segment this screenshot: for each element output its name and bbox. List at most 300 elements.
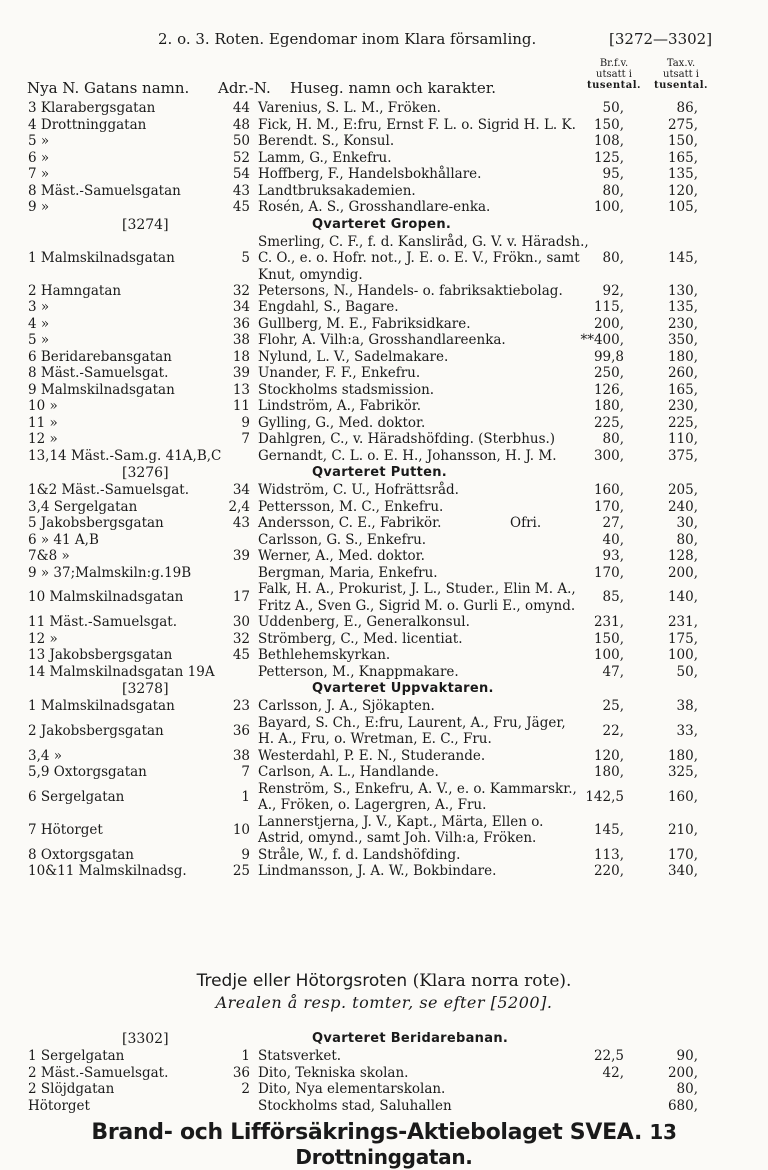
address-number: 30	[232, 614, 250, 630]
table-row	[0, 1081, 768, 1098]
tax-value: 325,	[667, 764, 698, 780]
owner-line: Nylund, L. V., Sadelmakare.	[258, 348, 449, 365]
street-name: 4 »	[28, 315, 50, 332]
owner-description	[258, 365, 420, 382]
page-title: 2. o. 3. Roten. Egendomar inom Klara församling.	[158, 30, 537, 48]
block-header	[0, 216, 768, 234]
owner-description	[258, 283, 563, 300]
street-name: 9 » 37;Malmskiln:g.19B	[28, 564, 192, 581]
owner-description	[258, 863, 496, 880]
table-row	[0, 183, 768, 200]
owner-description	[258, 1098, 452, 1115]
table-row	[0, 614, 768, 631]
table-row	[0, 814, 768, 847]
fire-insurance-value: 142,5	[585, 788, 624, 805]
table-row	[0, 863, 768, 880]
owner-line: Landtbruksakademien.	[258, 182, 416, 199]
fire-insurance-value: 220,	[593, 863, 624, 879]
fire-insurance-value: 95,	[602, 166, 624, 182]
tax-value: 135,	[667, 166, 698, 182]
street-name: 3 Klarabergsgatan	[28, 100, 156, 116]
table-row	[0, 565, 768, 582]
street-name: 4 Drottninggatan	[28, 116, 147, 133]
fire-insurance-value: 80,	[602, 249, 624, 266]
street-name: 3,4 »	[28, 747, 63, 764]
owner-line: Carlsson, J. A., Sjökapten.	[258, 698, 435, 714]
address-number: 52	[232, 149, 250, 166]
tax-value: 225,	[667, 414, 698, 431]
owner-line: Andersson, C. E., Fabrikör.	[258, 515, 442, 531]
street-name: 10 »	[28, 398, 58, 414]
owner-line: Gernandt, C. L. o. E. H., Johansson, H. J. M.	[258, 447, 557, 464]
table-row	[0, 532, 768, 549]
street-name: 6 Beridarebansgatan	[28, 348, 172, 365]
table-row	[0, 715, 768, 748]
table-row	[0, 764, 768, 781]
tax-value: 231,	[667, 614, 698, 630]
owner-description	[258, 1048, 341, 1065]
owner-description	[258, 117, 576, 134]
block-header	[0, 680, 768, 698]
tax-value: 165,	[667, 381, 698, 398]
owner-description	[258, 499, 443, 516]
footer-company: Brand- och Lifförsäkrings-Aktiebolaget SVEA.	[91, 1120, 643, 1145]
owner-line: Petersons, N., Handels- o. fabriksaktiebolag.	[258, 282, 563, 299]
street-name: 5 Jakobsbergsgatan	[28, 515, 164, 531]
fire-insurance-value: 150,	[593, 116, 624, 133]
owner-line: Gylling, G., Med. doktor.	[258, 414, 426, 431]
owner-line: Unander, F. F., Enkefru.	[258, 365, 421, 381]
section-title-main: Tredje eller Hötorgsroten	[196, 971, 408, 991]
street-name: 2 Jakobsbergsgatan	[28, 722, 164, 739]
tax-value: 200,	[667, 1064, 698, 1081]
owner-line: Smerling, C. F., f. d. Kansliråd, G. V. v. Häradsh.,	[258, 233, 589, 250]
owner-description	[258, 150, 392, 167]
table-row	[0, 482, 768, 499]
tax-value: 145,	[667, 249, 698, 266]
owner-line: Bethlehemskyrkan.	[258, 647, 391, 663]
fire-insurance-value: 150,	[593, 630, 624, 647]
fire-insurance-value: 145,	[593, 821, 624, 838]
owner-line: H. A., Fru, o. Wretman, E. C., Fru.	[258, 731, 492, 747]
fire-insurance-value: 231,	[593, 614, 624, 630]
street-name: 12 »	[28, 630, 58, 647]
address-number: 2	[241, 1081, 250, 1097]
table-row	[0, 1098, 768, 1115]
street-name: 3 »	[28, 299, 50, 315]
street-name: 14 Malmskilnadsgatan 19A	[28, 663, 215, 680]
owner-line: Bayard, S. Ch., E:fru, Laurent, A., Fru, Jäger,	[258, 714, 566, 731]
owner-description	[258, 548, 425, 565]
fire-insurance-value: 200,	[593, 315, 624, 332]
address-number: 36	[232, 722, 250, 739]
address-number: 13	[232, 381, 250, 398]
tax-value: 175,	[667, 630, 698, 647]
section-title	[0, 970, 768, 992]
street-name: 10 Malmskilnadsgatan	[28, 589, 184, 605]
owner-line: Dito, Tekniska skolan.	[258, 1064, 409, 1081]
owner-line: Strömberg, C., Med. licentiat.	[258, 630, 463, 647]
owner-line: A., Fröken, o. Lagergren, A., Fru.	[258, 797, 487, 813]
tax-value: 260,	[667, 365, 698, 381]
section-title-paren: (Klara norra rote).	[407, 971, 572, 991]
owner-description	[258, 664, 459, 681]
owner-description	[258, 781, 577, 814]
street-name: 8 Oxtorgsgatan	[28, 846, 134, 863]
owner-description	[258, 565, 438, 582]
address-number: 18	[232, 348, 250, 365]
table-row	[0, 415, 768, 432]
owner-description	[258, 448, 557, 465]
address-number: 2,4	[228, 498, 250, 515]
page-range-code: [3272—3302]	[609, 30, 713, 48]
fire-insurance-value: 99,8	[593, 348, 624, 365]
tax-value: 160,	[667, 788, 698, 805]
tax-value: 205,	[667, 482, 698, 498]
table-row	[0, 781, 768, 814]
fire-insurance-value: 120,	[593, 747, 624, 764]
tax-value: 275,	[667, 116, 698, 133]
owner-description	[258, 482, 459, 499]
address-number: 23	[232, 698, 250, 714]
address-number: 50	[232, 133, 250, 149]
table-row	[0, 664, 768, 681]
street-column-header: Nya N. Gatans namn.	[27, 79, 190, 97]
owner-description	[258, 299, 399, 316]
owner-line: Dahlgren, C., v. Häradshöfding. (Sterbhus.)	[258, 431, 556, 447]
street-name: 13 Jakobsbergsgatan	[28, 647, 173, 663]
street-name: 5 »	[28, 332, 50, 348]
block-name: Qvarteret Uppvaktaren.	[312, 681, 494, 696]
street-name: 8 Mäst.-Samuelsgat.	[28, 365, 169, 381]
fire-insurance-value: **400,	[580, 332, 624, 348]
address-number: 38	[232, 747, 250, 764]
tax-header-bottom: tusental.	[653, 80, 709, 91]
table-row	[0, 499, 768, 516]
owner-line: Carlsson, G. S., Enkefru.	[258, 531, 427, 548]
tax-value: 680,	[667, 1097, 698, 1114]
address-number: 32	[232, 630, 250, 647]
block-code: [3276]	[122, 465, 169, 481]
owner-line: C. O., e. o. Hofr. not., J. E. o. E. V., Frökn., samt	[258, 250, 580, 266]
street-name: 2 Hamngatan	[28, 282, 122, 299]
block-code: [3274]	[122, 216, 169, 233]
fire-insurance-value: 126,	[593, 381, 624, 398]
fire-insurance-value: 225,	[593, 414, 624, 431]
street-name: 11 Mäst.-Samuelsgat.	[28, 614, 177, 630]
street-name: 10&11 Malmskilnadsg.	[28, 863, 187, 879]
address-number: 9	[241, 414, 250, 431]
tax-value: 128,	[667, 548, 698, 564]
brf-header-mid: utsatt i	[596, 69, 632, 80]
fire-insurance-value: 160,	[593, 482, 624, 498]
address-number: 1	[241, 788, 250, 805]
table-row	[0, 117, 768, 134]
street-name: 2 Slöjdgatan	[28, 1081, 115, 1097]
tax-value: 135,	[667, 299, 698, 315]
block-code: [3302]	[122, 1031, 169, 1047]
street-name: 6 » 41 A,B	[28, 531, 99, 548]
owner-line: Knut, omyndig.	[258, 266, 363, 283]
table-row	[0, 283, 768, 300]
address-number: 5	[241, 249, 250, 266]
tax-value: 165,	[667, 149, 698, 166]
tax-value: 230,	[667, 398, 698, 414]
fire-insurance-value: 80,	[602, 182, 624, 199]
address-number: 7	[241, 431, 250, 447]
owner-line: Flohr, A. Vilh:a, Grosshandlareenka.	[258, 332, 506, 348]
street-name: 13,14 Mäst.-Sam.g. 41A,B,C	[28, 447, 222, 464]
owner-line: Engdahl, S., Bagare.	[258, 299, 399, 315]
table-row	[0, 133, 768, 150]
owner-line: Renström, S., Enkefru, A. V., e. o. Kammarskr.,	[258, 780, 577, 797]
table-row	[0, 647, 768, 664]
fire-insurance-value: 100,	[593, 647, 624, 663]
tax-value: 375,	[667, 447, 698, 464]
tax-value: 210,	[667, 821, 698, 838]
fire-insurance-value: 170,	[593, 564, 624, 581]
owner-description	[258, 847, 460, 864]
table-row	[0, 199, 768, 216]
owner-line: Gullberg, M. E., Fabriksidkare.	[258, 315, 471, 332]
owner-column-header: Huseg. namn och karakter.	[290, 79, 497, 97]
owner-description	[258, 133, 394, 150]
address-number: 32	[232, 282, 250, 299]
fire-insurance-value: 85,	[602, 589, 624, 605]
street-name: 5,9 Oxtorgsgatan	[28, 764, 147, 780]
address-number: 34	[232, 482, 250, 498]
table-row	[0, 1065, 768, 1082]
tax-value: 38,	[676, 698, 698, 714]
fire-insurance-value: 93,	[602, 548, 624, 564]
owner-line: Berendt. S., Konsul.	[258, 133, 395, 149]
fire-insurance-value: 80,	[602, 431, 624, 447]
tax-value: 50,	[676, 663, 698, 680]
owner-description	[258, 631, 463, 648]
street-name: 2 Mäst.-Samuelsgat.	[28, 1064, 169, 1081]
owner-line: Lamm, G., Enkefru.	[258, 149, 392, 166]
tax-value: 150,	[667, 133, 698, 149]
address-number: 9	[241, 846, 250, 863]
street-name: 7 »	[28, 166, 50, 182]
tax-value: 120,	[667, 182, 698, 199]
table-row	[0, 631, 768, 648]
owner-description	[258, 748, 485, 765]
table-row	[0, 748, 768, 765]
tax-header-top: Tax.v.	[666, 58, 696, 69]
tax-value: 33,	[676, 722, 698, 739]
address-number: 38	[232, 332, 250, 348]
owner-line: Widström, C. U., Hofrättsråd.	[258, 482, 459, 498]
address-number: 36	[232, 315, 250, 332]
table-row	[0, 100, 768, 117]
owner-line: Fick, H. M., E:fru, Ernst F. L. o. Sigrid H. L. K.	[258, 116, 576, 133]
address-number: 54	[232, 166, 250, 182]
owner-line: Lindmansson, J. A. W., Bokbindare.	[258, 863, 497, 879]
owner-description	[258, 764, 439, 781]
table-row	[0, 166, 768, 183]
fire-insurance-value: 180,	[593, 398, 624, 414]
owner-description	[258, 647, 390, 664]
fire-insurance-value: 250,	[593, 365, 624, 381]
fire-insurance-value: 25,	[602, 698, 624, 714]
street-name: 5 »	[28, 133, 50, 149]
address-number: 25	[232, 863, 250, 879]
table-row	[0, 581, 768, 614]
block-name: Qvarteret Beridarebanan.	[312, 1031, 509, 1046]
table-row	[0, 431, 768, 448]
owner-line: Stockholms stadsmission.	[258, 381, 435, 398]
address-number: 17	[232, 589, 250, 605]
tax-value: 80,	[676, 1081, 698, 1097]
fire-insurance-value: 108,	[593, 133, 624, 149]
table-row	[0, 847, 768, 864]
fire-insurance-value: 92,	[602, 282, 624, 299]
fire-insurance-value-header	[584, 58, 644, 91]
street-name: 11 »	[28, 414, 58, 431]
street-name: 1&2 Mäst.-Samuelsgat.	[28, 482, 189, 498]
street-name: 1 Malmskilnadsgatan	[28, 249, 175, 266]
tax-value: 180,	[667, 747, 698, 764]
fire-insurance-value: 100,	[593, 199, 624, 215]
street-name: 7 Hötorget	[28, 821, 103, 838]
tax-value: 105,	[667, 199, 698, 215]
street-name: 7&8 »	[28, 548, 70, 564]
table-row	[0, 349, 768, 366]
street-name: 1 Sergelgatan	[28, 1048, 125, 1064]
tax-value: 80,	[676, 531, 698, 548]
street-name: 12 »	[28, 431, 58, 447]
street-name: 9 »	[28, 199, 50, 215]
owner-description	[258, 382, 434, 399]
owner-line: Astrid, omynd., samt Joh. Vilh:a, Fröken.	[258, 830, 537, 846]
address-number: 39	[232, 365, 250, 381]
fire-insurance-value: 47,	[602, 663, 624, 680]
address-number: 45	[232, 199, 250, 215]
table-row	[0, 382, 768, 399]
owner-line: Lannerstjerna, J. V., Kapt., Märta, Ellen o.	[258, 813, 544, 830]
block-header	[0, 1030, 768, 1048]
block-name: Qvarteret Putten.	[312, 465, 448, 480]
address-number: 1	[241, 1048, 250, 1064]
status-note: Ofri.	[510, 515, 542, 531]
tax-value: 350,	[667, 332, 698, 348]
owner-description	[258, 166, 481, 183]
owner-description	[258, 814, 543, 847]
address-number: 11	[232, 398, 250, 414]
table-row	[0, 548, 768, 565]
fire-insurance-value: 300,	[593, 447, 624, 464]
owner-description	[258, 715, 566, 748]
owner-description	[258, 1065, 408, 1082]
owner-line: Dito, Nya elementarskolan.	[258, 1081, 446, 1097]
owner-line: Fritz A., Sven G., Sigrid M. o. Gurli E., omynd.	[258, 597, 576, 614]
street-name: 6 »	[28, 149, 50, 166]
owner-description	[258, 431, 555, 448]
address-number: 43	[232, 515, 250, 531]
table-row	[0, 316, 768, 333]
address-number: 43	[232, 182, 250, 199]
fire-insurance-value: 22,5	[593, 1048, 624, 1064]
address-number: 36	[232, 1064, 250, 1081]
column-headers	[0, 54, 768, 100]
fire-insurance-value: 180,	[593, 764, 624, 780]
owner-line: Petterson, M., Knappmakare.	[258, 663, 459, 680]
fire-insurance-value: 27,	[602, 515, 624, 531]
section-subtitle: Arealen å resp. tomter, se efter [5200].	[215, 993, 553, 1012]
table-row	[0, 150, 768, 167]
fire-insurance-value: 115,	[593, 299, 624, 315]
street-name: 3,4 Sergelgatan	[28, 498, 138, 515]
owner-description	[258, 316, 471, 333]
property-list	[0, 100, 768, 880]
owner-line: Rosén, A. S., Grosshandlare-enka.	[258, 199, 491, 215]
section-header	[0, 970, 768, 1014]
fire-insurance-value: 170,	[593, 498, 624, 515]
owner-line: Pettersson, M. C., Enkefru.	[258, 498, 444, 515]
owner-description	[258, 332, 506, 349]
owner-line: Stockholms stad, Saluhallen	[258, 1097, 452, 1114]
owner-description	[258, 581, 576, 614]
address-number: 10	[232, 821, 250, 838]
tax-value: 180,	[667, 348, 698, 365]
owner-description	[258, 415, 425, 432]
owner-description	[258, 199, 490, 216]
brf-header-bottom: tusental.	[586, 80, 642, 91]
table-row	[0, 299, 768, 316]
address-number: 34	[232, 299, 250, 315]
tax-value: 110,	[667, 431, 698, 447]
table-row	[0, 234, 768, 283]
fire-insurance-value: 22,	[602, 722, 624, 739]
tax-value: 340,	[667, 863, 698, 879]
table-row	[0, 698, 768, 715]
owner-description	[258, 100, 441, 117]
property-list-2	[0, 1030, 768, 1114]
address-number: 45	[232, 647, 250, 663]
fire-insurance-value: 125,	[593, 149, 624, 166]
address-number: 44	[232, 100, 250, 116]
owner-description	[258, 515, 441, 532]
owner-line: Carlson, A. L., Handlande.	[258, 764, 439, 780]
brf-header-top: Br.f.v.	[599, 58, 629, 69]
address-number: 39	[232, 548, 250, 564]
tax-value: 230,	[667, 315, 698, 332]
footer-address: 13 Drottninggatan.	[295, 1120, 677, 1169]
block-code: [3278]	[122, 681, 169, 697]
block-name: Qvarteret Gropen.	[312, 216, 452, 232]
tax-value: 170,	[667, 846, 698, 863]
tax-value: 100,	[667, 647, 698, 663]
owner-line: Bergman, Maria, Enkefru.	[258, 564, 438, 581]
street-name: 1 Malmskilnadsgatan	[28, 698, 175, 714]
owner-line: Westerdahl, P. E. N., Studerande.	[258, 747, 486, 764]
owner-description	[258, 349, 448, 366]
tax-value: 86,	[676, 100, 698, 116]
tax-value: 130,	[667, 282, 698, 299]
table-row	[0, 365, 768, 382]
tax-header-mid: utsatt i	[663, 69, 699, 80]
tax-value: 200,	[667, 564, 698, 581]
tax-value: 140,	[667, 589, 698, 605]
owner-line: Uddenberg, E., Generalkonsul.	[258, 614, 470, 630]
tax-value: 240,	[667, 498, 698, 515]
owner-description	[258, 1081, 445, 1098]
owner-line: Werner, A., Med. doktor.	[258, 548, 425, 564]
street-name: 6 Sergelgatan	[28, 788, 125, 805]
owner-line: Lindström, A., Fabrikör.	[258, 398, 422, 414]
owner-description	[258, 398, 421, 415]
